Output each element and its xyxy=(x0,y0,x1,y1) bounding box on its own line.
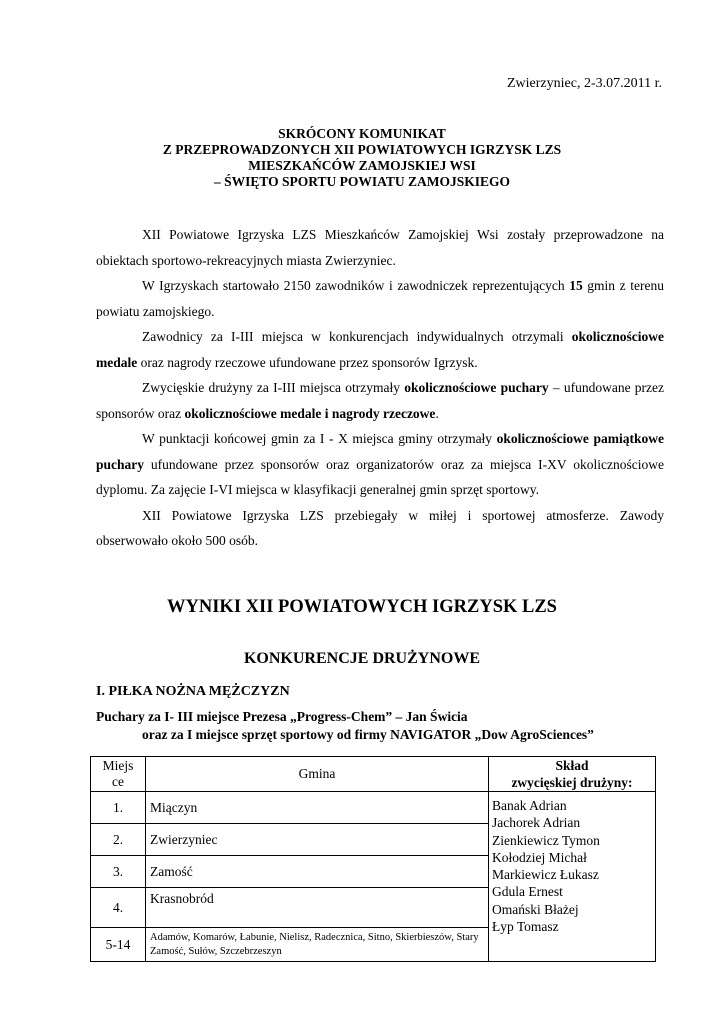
header-gmina: Gmina xyxy=(146,757,489,792)
title-line-2: Z PRZEPROWADZONYCH XII POWIATOWYCH IGRZYSK LZS xyxy=(162,142,562,157)
paragraph-6-text: XII Powiatowe Igrzyska LZS przebiegały w miłej i sportowej atmosferze. Zawody obserwowało około 500 osób. xyxy=(96,507,664,548)
paragraph-2-text: W Igrzyskach startowało 2150 zawodników i zawodniczek reprezentujących xyxy=(142,278,570,293)
paragraph-5-text: W punktacji końcowej gmin za I - X miejsca gminy otrzymały xyxy=(142,431,497,446)
paragraph-6 xyxy=(96,503,664,554)
trophy-line-2: oraz za I miejsce sprzęt sportowy od firmy NAVIGATOR „Dow AgroSciences” xyxy=(142,727,594,742)
paragraph-4-end: . xyxy=(435,405,439,421)
title-line-4: – ŚWIĘTO SPORTU POWIATU ZAMOJSKIEGO xyxy=(213,174,511,189)
gmina-cell: Zamość xyxy=(146,856,489,888)
squad-player: Zienkiewicz Tymon xyxy=(492,832,600,848)
paragraph-5-tail: ufundowane przez sponsorów oraz organizatorów oraz za miejsca I-XV okolicznościowe dyplomu. Za zajęcie I-VI miejsca w klasyfikacji generalnej gmin sprzęt sportowy. xyxy=(96,456,664,497)
paragraph-4 xyxy=(96,375,664,426)
results-table xyxy=(90,756,656,962)
paragraph-2 xyxy=(96,273,664,324)
squad-player: Jachorek Adrian xyxy=(492,815,581,831)
gmina-cell: Miączyn xyxy=(146,792,489,824)
municipality-count: 15 xyxy=(569,278,583,293)
squad-player: Gdula Ernest xyxy=(492,884,563,900)
place-cell: 3. xyxy=(91,856,146,888)
squad-player: Markiewicz Łukasz xyxy=(492,867,599,883)
results-title: WYNIKI XII POWIATOWYCH IGRZYSK LZS xyxy=(167,597,557,617)
header-squad: Skład zwycięskiej drużyny: xyxy=(489,757,656,792)
squad-player: Łyp Tomasz xyxy=(492,919,559,935)
paragraph-5-bold: okolicznościowe pamiątkowe puchary xyxy=(96,431,664,472)
paragraph-5 xyxy=(96,426,664,503)
title-line-3: MIESZKAŃCÓW ZAMOJSKIEJ WSI xyxy=(248,158,476,173)
paragraph-3-tail: oraz nagrody rzeczowe ufundowane przez sponsorów Igrzysk. xyxy=(137,354,478,370)
body-text xyxy=(96,222,664,554)
gmina-cell: Zwierzyniec xyxy=(146,824,489,856)
squad-player: Banak Adrian xyxy=(492,798,567,813)
place-cell: 5-14 xyxy=(91,928,146,962)
place-cell: 4. xyxy=(91,888,146,928)
header-place: Miejs ce xyxy=(91,757,146,792)
trophy-line-1: Puchary za I- III miejsce Prezesa „Progress-Chem” – Jan Świcia xyxy=(96,709,468,724)
squad-cell xyxy=(489,792,656,962)
place-cell: 2. xyxy=(91,824,146,856)
document-date: Zwierzyniec, 2-3.07.2011 r. xyxy=(507,76,662,91)
paragraph-1-text: XII Powiatowe Igrzyska LZS Mieszkańców Zamojskiej Wsi zostały przeprowadzone na obiektach sportowo-rekreacyjnych miasta Zwierzyniec. xyxy=(96,227,664,268)
table-row xyxy=(91,792,656,824)
paragraph-4-bold-2: okolicznościowe medale i nagrody rzeczowe xyxy=(184,405,436,421)
place-cell: 1. xyxy=(91,792,146,824)
table-header-row xyxy=(91,757,656,792)
team-competitions-title: KONKURENCJE DRUŻYNOWE xyxy=(243,650,480,667)
paragraph-3 xyxy=(96,324,664,375)
paragraph-4-text: Zwycięskie drużyny za I-III miejsca otrzymały xyxy=(142,380,405,395)
squad-player: Kołodziej Michał xyxy=(492,849,587,865)
paragraph-4-bold-1: okolicznościowe puchary xyxy=(404,380,549,395)
paragraph-3-text: Zawodnicy za I-III miejsca w konkurencjach indywidualnych otrzymali xyxy=(142,329,572,344)
paragraph-2-tail: gmin z terenu powiatu zamojskiego. xyxy=(96,278,664,319)
paragraph-1 xyxy=(96,222,664,273)
gmina-cell: Adamów, Komarów, Łabunie, Nielisz, Radecznica, Sitno, Skierbieszów, Stary Zamość, Sułów, Szczebrzeszyn xyxy=(146,928,489,962)
paragraph-3-bold: okolicznościowe medale xyxy=(96,329,664,370)
gmina-cell: Krasnobród xyxy=(146,888,489,928)
squad-player: Omański Błażej xyxy=(492,901,579,917)
section-title: I. PIŁKA NOŻNA MĘŻCZYZN xyxy=(96,684,290,699)
title-line-1: SKRÓCONY KOMUNIKAT xyxy=(278,126,446,141)
paragraph-4-mid: – ufundowane przez sponsorów oraz xyxy=(96,380,665,421)
